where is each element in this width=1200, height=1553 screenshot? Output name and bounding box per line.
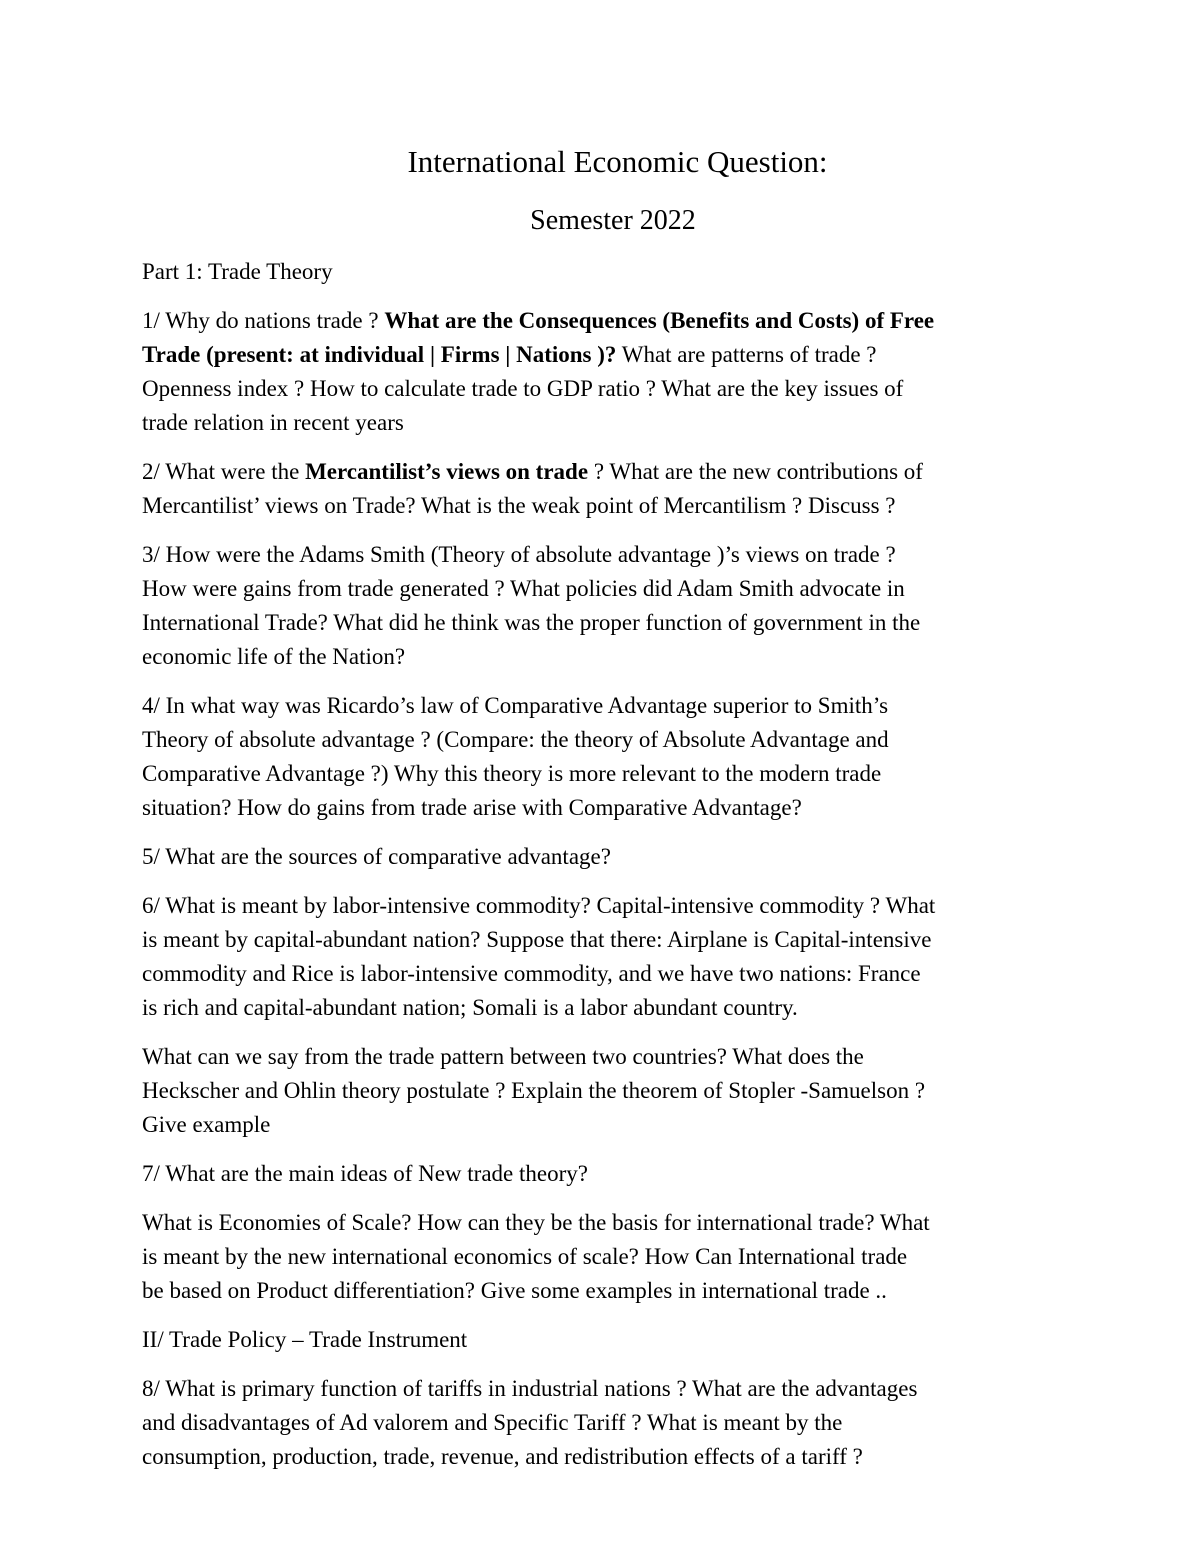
- part1-heading-text: Part 1: Trade Theory: [142, 259, 333, 284]
- question-2-line-1: [142, 455, 1110, 489]
- question-4-line-2: Theory of absolute advantage ? (Compare: the theory of Absolute Advantage and: [142, 727, 889, 752]
- question-1-line-4: trade relation in recent years: [142, 410, 404, 435]
- part1-heading: [142, 255, 1110, 289]
- question-3: [142, 538, 1110, 674]
- document-subtitle: Semester 2022: [530, 205, 696, 236]
- question-1-line-2: [142, 338, 1110, 372]
- question-8-line-1: 8/ What is primary function of tariffs in industrial nations ? What are the advantages: [142, 1376, 918, 1401]
- question-1-line-3: Openness index ? How to calculate trade to GDP ratio ? What are the key issues of: [142, 376, 904, 401]
- document-title: International Economic Question:: [407, 144, 828, 179]
- document-body: [142, 255, 1110, 1474]
- question-8-line-2: and disadvantages of Ad valorem and Specific Tariff ? What is meant by the: [142, 1410, 843, 1435]
- question-2-intro: 2/ What were the: [142, 459, 306, 484]
- part2-heading-text: II/ Trade Policy – Trade Instrument: [142, 1327, 468, 1352]
- part2-heading: [142, 1323, 1110, 1357]
- question-6-line-3: commodity and Rice is labor-intensive commodity, and we have two nations: France: [142, 961, 921, 986]
- question-3-line-2: How were gains from trade generated ? What policies did Adam Smith advocate in: [142, 576, 905, 601]
- question-6-line-4: is rich and capital-abundant nation; Somali is a labor abundant country.: [142, 995, 798, 1020]
- question-2-rest: ? What are the new contributions of: [588, 459, 923, 484]
- question-7b-line-2: is meant by the new international economics of scale? How Can International trade: [142, 1244, 908, 1269]
- question-6-line-1: 6/ What is meant by labor-intensive commodity? Capital-intensive commodity ? What: [142, 893, 936, 918]
- question-7: [142, 1157, 1110, 1191]
- question-8-line-3: consumption, production, trade, revenue, and redistribution effects of a tariff ?: [142, 1444, 863, 1469]
- question-1-line-1: [142, 304, 1110, 338]
- question-1: [142, 304, 1110, 440]
- question-8: [142, 1372, 1110, 1474]
- question-5: [142, 840, 1110, 874]
- question-3-line-3: International Trade? What did he think was the proper function of government in the: [142, 610, 921, 635]
- question-2-bold: Mercantilist’s views on trade: [305, 459, 589, 484]
- question-4-line-4: situation? How do gains from trade arise with Comparative Advantage?: [142, 795, 802, 820]
- question-4-line-1: 4/ In what way was Ricardo’s law of Comparative Advantage superior to Smith’s: [142, 693, 889, 718]
- question-3-line-1: 3/ How were the Adams Smith (Theory of absolute advantage )’s views on trade ?: [142, 542, 896, 567]
- question-6-line-2: is meant by capital-abundant nation? Suppose that there: Airplane is Capital-intensive: [142, 927, 932, 952]
- question-1-bold-1: What are the Consequences (Benefits and Costs) of Free: [384, 308, 935, 333]
- question-7b-line-1: What is Economies of Scale? How can they be the basis for international trade? What: [142, 1210, 930, 1235]
- question-6b-line-3: Give example: [142, 1112, 271, 1137]
- question-4-line-3: Comparative Advantage ?) Why this theory is more relevant to the modern trade: [142, 761, 882, 786]
- question-5-line-1: 5/ What are the sources of comparative advantage?: [142, 844, 611, 869]
- question-6: [142, 889, 1110, 1025]
- question-6b-line-1: What can we say from the trade pattern between two countries? What does the: [142, 1044, 864, 1069]
- question-2: [142, 455, 1110, 523]
- question-1-intro: 1/ Why do nations trade ?: [142, 308, 385, 333]
- question-1-patterns: What are patterns of trade ?: [616, 342, 877, 367]
- question-2-line-2: Mercantilist’ views on Trade? What is the weak point of Mercantilism ? Discuss ?: [142, 493, 896, 518]
- question-6-continued: [142, 1040, 1110, 1142]
- question-6b-line-2: Heckscher and Ohlin theory postulate ? Explain the theorem of Stopler -Samuelson ?: [142, 1078, 926, 1103]
- question-3-line-4: economic life of the Nation?: [142, 644, 406, 669]
- question-4: [142, 689, 1110, 825]
- question-7-continued: [142, 1206, 1110, 1308]
- question-7b-line-3: be based on Product differentiation? Give some examples in international trade ..: [142, 1278, 887, 1303]
- question-1-bold-2: Trade (present: at individual | Firms | Nations )?: [142, 342, 617, 367]
- question-7-line-1: 7/ What are the main ideas of New trade theory?: [142, 1161, 588, 1186]
